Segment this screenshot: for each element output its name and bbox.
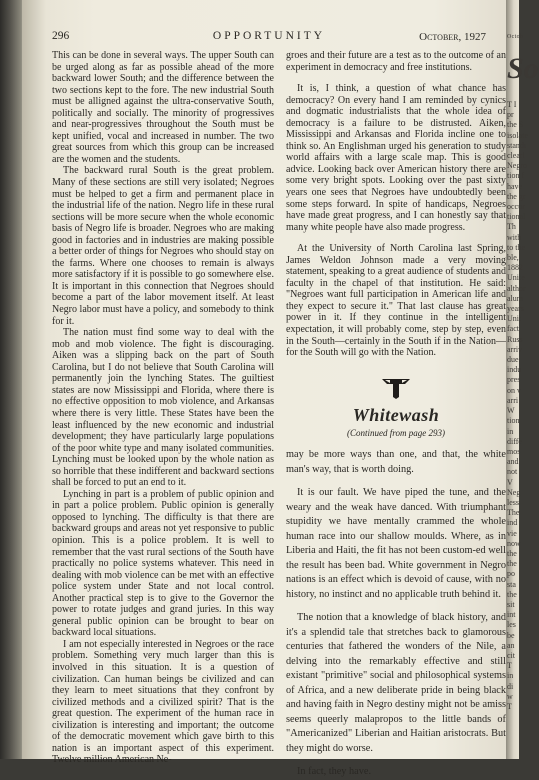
adjacent-page-fragment: Th — [507, 222, 516, 232]
page-number: 296 — [52, 30, 70, 42]
adjacent-page-fragment: po — [507, 569, 515, 579]
adjacent-page-fragment: be — [507, 630, 515, 640]
adjacent-page-fragment: indu — [507, 365, 522, 375]
adjacent-page-fragment: due — [507, 355, 519, 365]
paragraph: may be more ways than one, and that, the white man's way, that is worth doing. — [286, 449, 506, 475]
adjacent-page-fragment: less — [507, 497, 519, 507]
adjacent-page-fragment: V — [507, 477, 513, 487]
adjacent-page-fragment: on v — [507, 385, 521, 395]
adjacent-page-fragment: T — [507, 661, 512, 671]
whitewash-section — [286, 405, 506, 780]
adjacent-page-text — [507, 100, 528, 712]
section-title: Whitewash — [352, 404, 440, 425]
adjacent-page-fragment: W — [507, 406, 515, 416]
adjacent-page-header: Octob — [507, 34, 524, 40]
adjacent-page-fragment: 1882 — [507, 263, 523, 273]
adjacent-page-fragment: sta — [507, 579, 516, 589]
adjacent-page-fragment: occur — [507, 202, 525, 212]
adjacent-page-fragment: tion f — [507, 171, 525, 181]
adjacent-page-edge — [506, 0, 539, 759]
page — [22, 0, 506, 778]
adjacent-page-fragment: arri — [507, 395, 519, 405]
adjacent-page-fragment: cit — [507, 650, 515, 660]
adjacent-page-fragment: ind — [507, 518, 518, 528]
adjacent-page-fragment: w — [507, 691, 513, 701]
adjacent-page-fragment: les — [507, 620, 516, 630]
adjacent-page-fragment: pr — [507, 110, 514, 120]
adjacent-page-fragment: the S — [507, 120, 524, 130]
adjacent-page-fragment: tional — [507, 212, 526, 222]
journal-title: OPPORTUNITY — [212, 30, 326, 42]
paragraph: It is, I think, a question of what chance has democracy? On every hand I am reminded by cynics and dogmatic industrialists that the whole idea of democracy is a failure to be distrusted. Aiken, Mississippi and Arkansas and Florida incline one to think so. An Englishman urged his generation to study world affairs with a large scale map. This is good advice. Looking back over American history there are some very bright spots. Looking over the past sixty years one sees that Negroes have undoubtedly been some steps forward. In spite of handicaps, Negroes have made great progress, and I can honestly say that many white people have also made progress. — [286, 83, 506, 233]
paragraph: At the University of North Carolina last Spring, James Weldon Johnson made a very moving statement, speaking to a great audience of students and faculty in the chapel of that institution. He said: "Negroes want full participation in American life and they expect to secure it." That last clause has great power in it. If they continue in the intelligent expectation, it will probably come, step by step, even in the South—certainly in the South if in the Nation—for the South will go with the Nation. — [286, 243, 506, 359]
adjacent-page-fragment: arriv — [507, 344, 523, 354]
paragraph: The notion that a knowledge of black history, and it's a splendid tale that stretches back to glamorous centuries that fathered the wonders of the Nile, a delving into the remarkably effective and still existant "primitive" social and philosophical systems of Africa, and a new deliberate pride in being black and having faith in Negro destiny might not be amiss seems queerly malapropos to the little bands of "Americanized" Liberian and Haitian aristocrats. But they might do worse. — [286, 612, 506, 754]
section-ornament-icon — [381, 377, 411, 399]
adjacent-page-fragment: vie — [507, 528, 517, 538]
adjacent-page-fragment: the — [507, 589, 517, 599]
adjacent-page-fragment: not — [507, 467, 518, 477]
adjacent-page-fragment: tion — [507, 416, 520, 426]
adjacent-page-fragment: di — [507, 681, 514, 691]
paragraph: groes and their future are a test as to the outcome of an experiment in democracy and free institutions. — [286, 50, 506, 73]
adjacent-page-fragment: diffe — [507, 436, 522, 446]
adjacent-page-fragment: to the — [507, 242, 525, 252]
adjacent-page-fragment: have — [507, 181, 523, 191]
adjacent-page-fragment: Russ — [507, 334, 523, 344]
adjacent-page-fragment: Neg — [507, 487, 521, 497]
adjacent-page-fragment: in — [507, 426, 514, 436]
adjacent-page-fragment: isolate — [507, 130, 528, 140]
paragraph: The backward rural South is the great problem. Many of these sections are still very isolated; Negroes must be helped to get a firm and permanent place in the industrial life of the nation. Negro life in these rural sections will be more secure when the whole economic basis of Negro life is broader. Negroes who are making good in factories and in industries are making possible a better order of things for Negroes who should stay on the farms. Where one chooses to remain is always more satisfactory if it is possible to go somewhere else. It is important in this connection that Negroes should become a part of the labor movement itself. At least Negro labor must have a policy, and somebody to think for it. — [52, 165, 274, 327]
adjacent-page-fragment: int — [507, 610, 516, 620]
adjacent-page-title: So — [507, 52, 539, 85]
adjacent-page-fragment: and — [507, 457, 519, 467]
right-column — [286, 50, 506, 780]
paragraph: The nation must find some way to deal with the mob and mob violence. The fight is discouraging. Aiken was a slipping back on the part of South Carolina, but I do not believe that South Carolina will permanently join the lynching States. The guiltiest states are now Mississippi and Florida, where there is no effective opposition to mob violence, and Arkansas where there is very little. These States have been the least influenced by the new economic and industrial development; they have particularly large populations of the poor white type and many isolated communities. Lynching must be looked upon by the whole nation as so horrible that these indifferent and backward sections shall be forced to put an end to it. — [52, 327, 274, 489]
running-header — [52, 30, 486, 46]
adjacent-page-fragment: now — [507, 538, 521, 548]
issue-date: October, 1927 — [419, 31, 486, 43]
adjacent-page-fragment: T I — [507, 100, 517, 109]
adjacent-page-fragment: ble, — [507, 253, 519, 263]
adjacent-page-fragment: standi — [507, 140, 527, 150]
paragraph: Lynching in part is a problem of public opinion and in part a police problem. Public opinion is generally opposed to lynching. The difficulty is that there are backward groups and areas not yet responsive to public opinion. This is a police problem. It is well to remember that the vast rural sections of the South have practically no police systems whatever. This need in dealing with mob violence can be met with an effective police system under State and not local control. Another practical step is to give to the Governor the power to rotate judges and grand juries. In this way general public opinion can be brought to bear on backward local situations. — [52, 488, 274, 639]
adjacent-page-fragment: the gr — [507, 191, 526, 201]
adjacent-page-fragment: in — [507, 671, 514, 681]
adjacent-page-fragment: Negro — [507, 161, 527, 171]
adjacent-page-fragment: althor — [507, 283, 526, 293]
adjacent-page-fragment: mos — [507, 446, 521, 456]
adjacent-page-fragment: the — [507, 548, 517, 558]
adjacent-page-fragment: with — [507, 232, 522, 242]
adjacent-page-fragment: clearl — [507, 151, 525, 161]
adjacent-page-fragment: The — [507, 508, 520, 518]
adjacent-page-fragment: pres — [507, 375, 521, 385]
paragraph: In fact, they have. — [297, 766, 372, 778]
paragraph: This can be done in several ways. The upper South can be urged along as far as possible ahead of the more backward lower South; and the difference between the two sections kept to the fore. The new industrial South must be alligned against the ultra-conservative South, politically and socially. The minority of progressives and near-progressives throughout the South must be kept unified, vocal and increased in number. The two great sources from which this group can be increased are the women and the students. — [52, 50, 274, 165]
adjacent-page-fragment: the — [507, 559, 517, 569]
adjacent-page-fragment: sit — [507, 599, 515, 609]
adjacent-page-fragment: T — [507, 701, 512, 711]
left-column — [52, 50, 274, 766]
adjacent-page-fragment: Unit — [507, 314, 522, 324]
paragraph: It is our fault. We have piped the tune, and the weary and the weak have danced. With triumphant stupidity we have mentally crammed the whole human race into our shallow moulds. Where, as in Liberia and Haiti, the fit has not been custom-ed well the result has been bad. White government in Negro nations is an effect which is devoid of cause, with no history, no instinct and no applicable truth behind it. — [286, 487, 506, 600]
adjacent-page-fragment: fact — [507, 324, 519, 334]
adjacent-page-fragment: alum — [507, 293, 523, 303]
paragraph: I am not especially interested in Negroes or the race problem. Something very much larger than this is involved in this situation. It is a question of civilization. Can human beings be civilized and can they learn to meet situations that they confront by civilized methods and a civilized spirit? That is the great question. The experiment of the human race in civilization is interesting and important; the outcome of the democratic movement which gave birth to this nation is an important aspect of this experiment. Twelve million American Ne- — [52, 638, 274, 766]
adjacent-page-fragment: an — [507, 640, 515, 650]
continued-note: (Continued from page 293) — [347, 427, 445, 438]
adjacent-page-fragment: Unite — [507, 273, 525, 283]
adjacent-page-fragment: years — [507, 304, 524, 314]
